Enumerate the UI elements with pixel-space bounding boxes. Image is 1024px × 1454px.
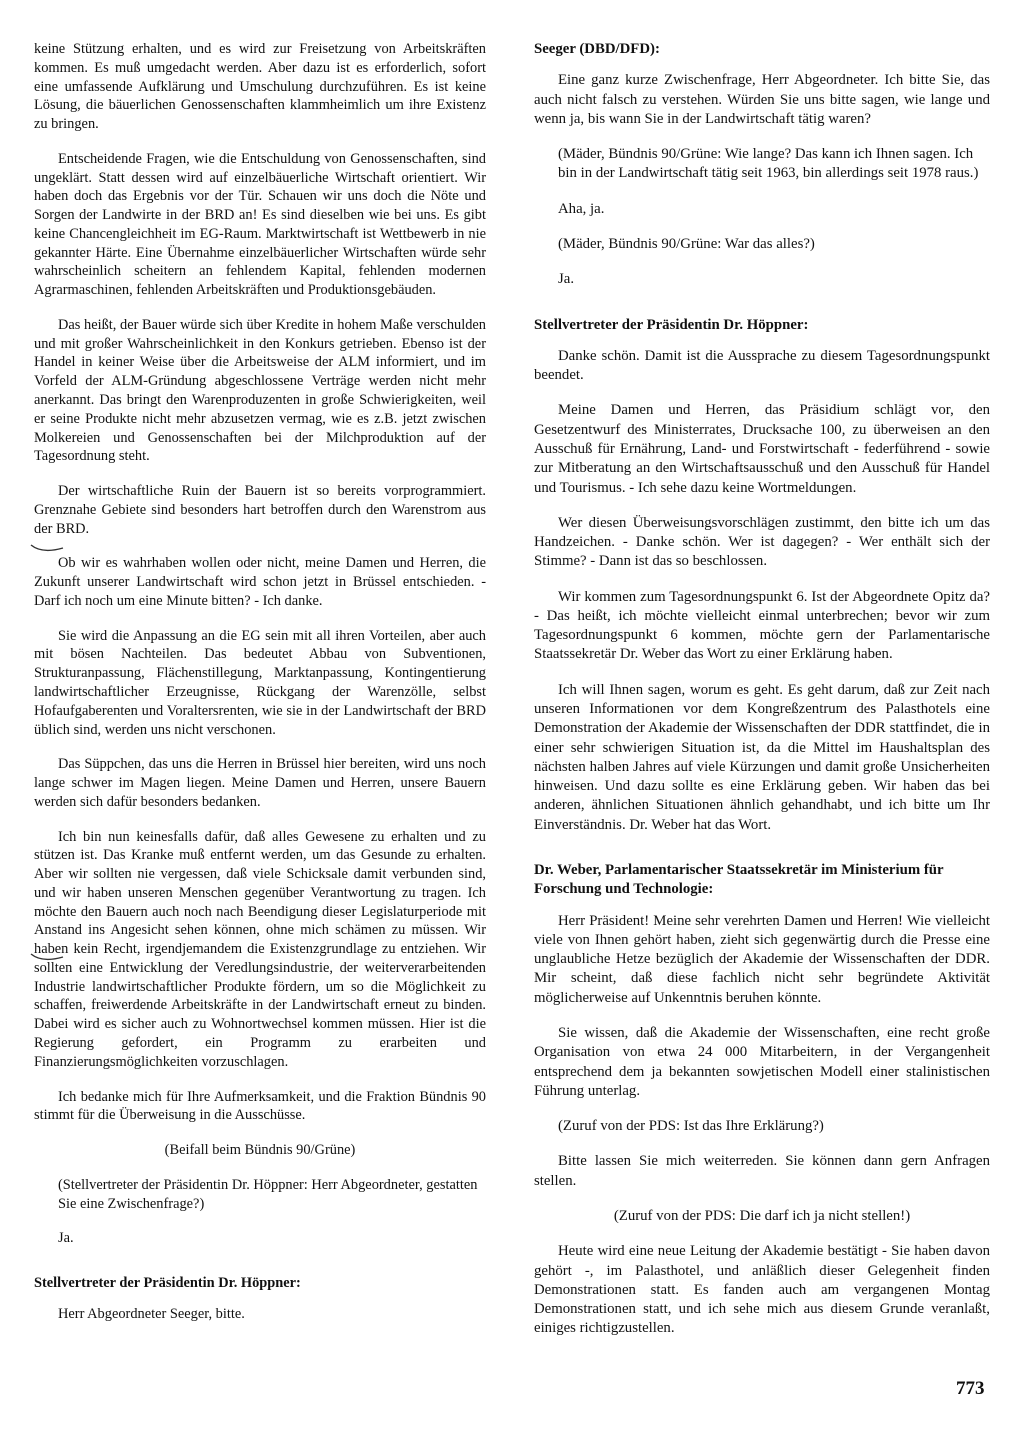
left-column bbox=[34, 40, 486, 1340]
paragraph: Das heißt, der Bauer würde sich über Kredite in hohem Maße verschulden und mit großer Wahrscheinlichkeit in den Konkurs getrieben. Ebenso ist der Handel in keiner Weise über die Arbeitsweise der ALM informiert, und im Vorfeld der ALM-Gründung abgeschlossene Verträge werden nicht mehr anerkannt. Das bringt den Warenproduzenten in große Schwierigkeiten, weil er seine Produkte nicht mehr abzusetzen vermag, wie es z.B. jetzt zwischen Molkereien und Genossenschaften bei der Milchproduktion auf der Tagesordnung steht. bbox=[34, 316, 486, 465]
speaker-heading: Dr. Weber, Parlamentarischer Staatssekretär im Ministerium für Forschung und Technologie: bbox=[534, 862, 944, 898]
interjection: (Zuruf von der PDS: Ist das Ihre Erklärung?) bbox=[558, 1118, 824, 1135]
paragraph: Ich will Ihnen sagen, worum es geht. Es geht darum, daß zur Zeit nach unseren Informationen vor dem Kongreßzentrum des Palasthotels eine Demonstration der Akademie der Wissenschaften der DDR stattfindet, die in einer sehr schwierigen Situation ist, da die Mittel im Haushaltsplan des nächsten halben Jahres auf viele Kürzungen und damit große Unsicherheiten hinweisen. Und dazu sollte es eine Erklärung geben. Wir haben das bei anderen, ähnlichen Situationen ähnlich gehandhabt, und ich bitte um Ihr Einverständnis. Dr. Weber hat das Wort. bbox=[534, 681, 990, 833]
pen-mark-1 bbox=[30, 540, 64, 554]
paragraph: Herr Präsident! Meine sehr verehrten Damen und Herren! Wie vielleicht viele von Ihnen gehört haben, zieht sich gegenwärtig durch die Presse eine unglaubliche Hetze bezüglich der Akademie der Wissenschaften der DDR. Mir scheint, daß diese fachlich nicht sehr begründete Aktivität möglicherweise auf Unkenntnis beruhen könnte. bbox=[534, 912, 990, 1006]
page-number: 773 bbox=[956, 1378, 985, 1399]
paragraph: Entscheidende Fragen, wie die Entschuldung von Genossenschaften, sind ungeklärt. Statt dessen wird auf einzelbäuerliche Wirtschaft orientiert. Wir haben doch das Ergebnis vor der Tür. Schauen wir uns doch die Nöte und Sorgen der Landwirte in der BRD an! Es sind dieselben wie bei uns. Es gibt keine Chancengleichheit im EG-Raum. Marktwirtschaft ist Wettbewerb in nie gekannter Härte. Eine Übernahme einzelbäuerlicher Wirtschaften würde sehr wahrscheinlich scheitern an fehlendem Kapital, fehlenden modernen Agrarmaschinen, fehlenden Arbeitskräften und Produktionsgebäuden. bbox=[34, 150, 486, 299]
pen-mark-2 bbox=[30, 949, 64, 963]
paragraph: Wer diesen Überweisungsvorschlägen zustimmt, den bitte ich um das Handzeichen. - Danke schön. Wer ist dagegen? - Wer enthält sich der Stimme? - Dann ist das so beschlossen. bbox=[534, 514, 990, 570]
paragraph: Danke schön. Damit ist die Aussprache zu diesem Tagesordnungspunkt beendet. bbox=[534, 347, 990, 384]
interjection: (Zuruf von der PDS: Die darf ich ja nicht stellen!) bbox=[613, 1207, 911, 1224]
paragraph: Ob wir es wahrhaben wollen oder nicht, meine Damen und Herren, die Zukunft unserer Landwirtschaft wird schon jetzt in Brüssel entschieden. - Darf ich noch um eine Minute bitten? - Ich danke. bbox=[34, 555, 486, 609]
paragraph: Sie wird die Anpassung an die EG sein mit all ihren Vorteilen, aber auch mit bösen Nachteilen. Das bedeutet Abbau von Subventionen, Strukturanpassung, Flächenstillegung, Marktanpassung, Kontingentierung landwirtschaftlicher Erzeugnisse, Rückgang der Warenzölle, selbst Hofaufgaberenten und Voraltersrenten, wie sie in der Landwirtschaft der BRD üblich sind, werden uns nicht verschonen. bbox=[34, 627, 486, 738]
paragraph: Ja. bbox=[558, 271, 575, 288]
speaker-heading: Stellvertreter der Präsidentin Dr. Höppner: bbox=[534, 316, 809, 333]
paragraph: Herr Abgeordneter Seeger, bitte. bbox=[58, 1305, 245, 1322]
paragraph: Bitte lassen Sie mich weiterreden. Sie können dann gern Anfragen stellen. bbox=[534, 1153, 990, 1189]
paragraph: keine Stützung erhalten, und es wird zur Freisetzung von Arbeitskräften kommen. Es muß umgedacht werden. Aber dazu ist es erforderlich, sofort eine umfassende Aufklärung und Umschulung durchzuführen. Es ist keine Lösung, die bäuerlichen Genossenschaften klammheimlich um ihre Existenz zu bringen. bbox=[34, 41, 486, 133]
speaker-heading: Stellvertreter der Präsidentin Dr. Höppner: bbox=[34, 1275, 301, 1292]
speaker-heading: Seeger (DBD/DFD): bbox=[534, 41, 660, 57]
paragraph: Ich bedanke mich für Ihre Aufmerksamkeit, und die Fraktion Bündnis 90 stimmt für die Überweisung in die Ausschüsse. bbox=[34, 1088, 486, 1124]
paragraph: Der wirtschaftliche Ruin der Bauern ist so bereits vorprogrammiert. Grenznahe Gebiete sind besonders hart betroffen durch den Warenstrom aus der BRD. bbox=[34, 483, 486, 537]
paragraph: Meine Damen und Herren, das Präsidium schlägt vor, den Gesetzentwurf des Ministerrates, Drucksache 100, zu überweisen an den Ausschuß für Ernährung, Land- und Forstwirtschaft - federführend - sowie zur Mitberatung an den Wirtschaftsausschuß und den Ausschuß für Handel und Tourismus. - Ich sehe dazu keine Wortmeldungen. bbox=[534, 402, 990, 496]
paragraph: Eine ganz kurze Zwischenfrage, Herr Abgeordneter. Ich bitte Sie, das auch nicht falsch zu verstehen. Würden Sie uns bitte sagen, wie lange und wenn ja, bis wann Sie in der Landwirtschaft tätig waren? bbox=[534, 72, 990, 127]
paragraph: Ja. bbox=[58, 1230, 74, 1247]
right-column bbox=[534, 40, 990, 1355]
interjection: (Stellvertreter der Präsidentin Dr. Höppner: Herr Abgeordneter, gestatten Sie eine Zwischenfrage?) bbox=[58, 1176, 478, 1212]
paragraph: Wir kommen zum Tagesordnungspunkt 6. Ist der Abgeordnete Opitz da? - Das heißt, ich möchte vielleicht einmal unterbrechen; bevor wir zum Tagesordnungspunkt 6 kommen, möchte gern der Parlamentarische Staatssekretär Dr. Weber das Wort zu einer Erklärung haben. bbox=[534, 588, 990, 663]
interjection: (Mäder, Bündnis 90/Grüne: Wie lange? Das kann ich Ihnen sagen. Ich bin in der Landwirtschaft tätig seit 1963, bin allerdings seit 1978 raus.) bbox=[558, 146, 979, 182]
paragraph: Das Süppchen, das uns die Herren in Brüssel hier bereiten, wird uns noch lange schwer im Magen liegen. Meine Damen und Herren, unsere Bauern werden sich dafür besonders bedanken. bbox=[34, 756, 486, 810]
interjection: (Beifall beim Bündnis 90/Grüne) bbox=[164, 1142, 356, 1159]
paragraph: Ich bin nun keinesfalls dafür, daß alles Gewesene zu erhalten und zu stützen ist. Das Kranke muß entfernt werden, um das Gesunde zu erhalten. Aber wir sollten nie vergessen, daß viele Schicksale damit verbunden sind, und wir haben unseren Menschen gegenüber Verantwortung zu tragen. Ich möchte den Bauern auch noch nach Beendigung dieser Legislaturperiode mit Anstand ins Angesicht sehen können, ohne mich schämen zu müssen. Wir haben kein Recht, irgendjemandem die Existenzgrundlage zu entziehen. Wir sollten eine Entwicklung der Veredlungsindustrie, der weiterverarbeitenden Industrie landwirtschaftlicher Produkte fördern, um so die Möglichkeit zu schaffen, freiwerdende Arbeitskräfte in der Landwirtschaft erneut zu binden. Dabei wird es sicher auch zu Wohnortwechsel kommen müssen. Hier ist die Regierung gefordert, ein Programm zu erarbeiten und Finanzierungsmöglichkeiten vorzuschlagen. bbox=[34, 828, 486, 1070]
paragraph: Heute wird eine neue Leitung der Akademie bestätigt - Sie haben davon gehört -, im Palasthotel, und anläßlich dieser Gelegenheit finden Demonstrationen statt. Es fanden auch am vergangenen Montag Demonstrationen statt, und ich sehe mich aus diesem Grunde veranlaßt, einiges richtigzustellen. bbox=[534, 1243, 990, 1337]
interjection: (Mäder, Bündnis 90/Grüne: War das alles?) bbox=[558, 235, 815, 252]
paragraph: Aha, ja. bbox=[558, 200, 605, 217]
paragraph: Sie wissen, daß die Akademie der Wissenschaften, eine recht große Organisation von etwa 24 000 Mitarbeitern, in der Vergangenheit entsprechend dem ja bekannten sowjetischen Modell einer stalinistischen Führung unterlag. bbox=[534, 1024, 990, 1099]
